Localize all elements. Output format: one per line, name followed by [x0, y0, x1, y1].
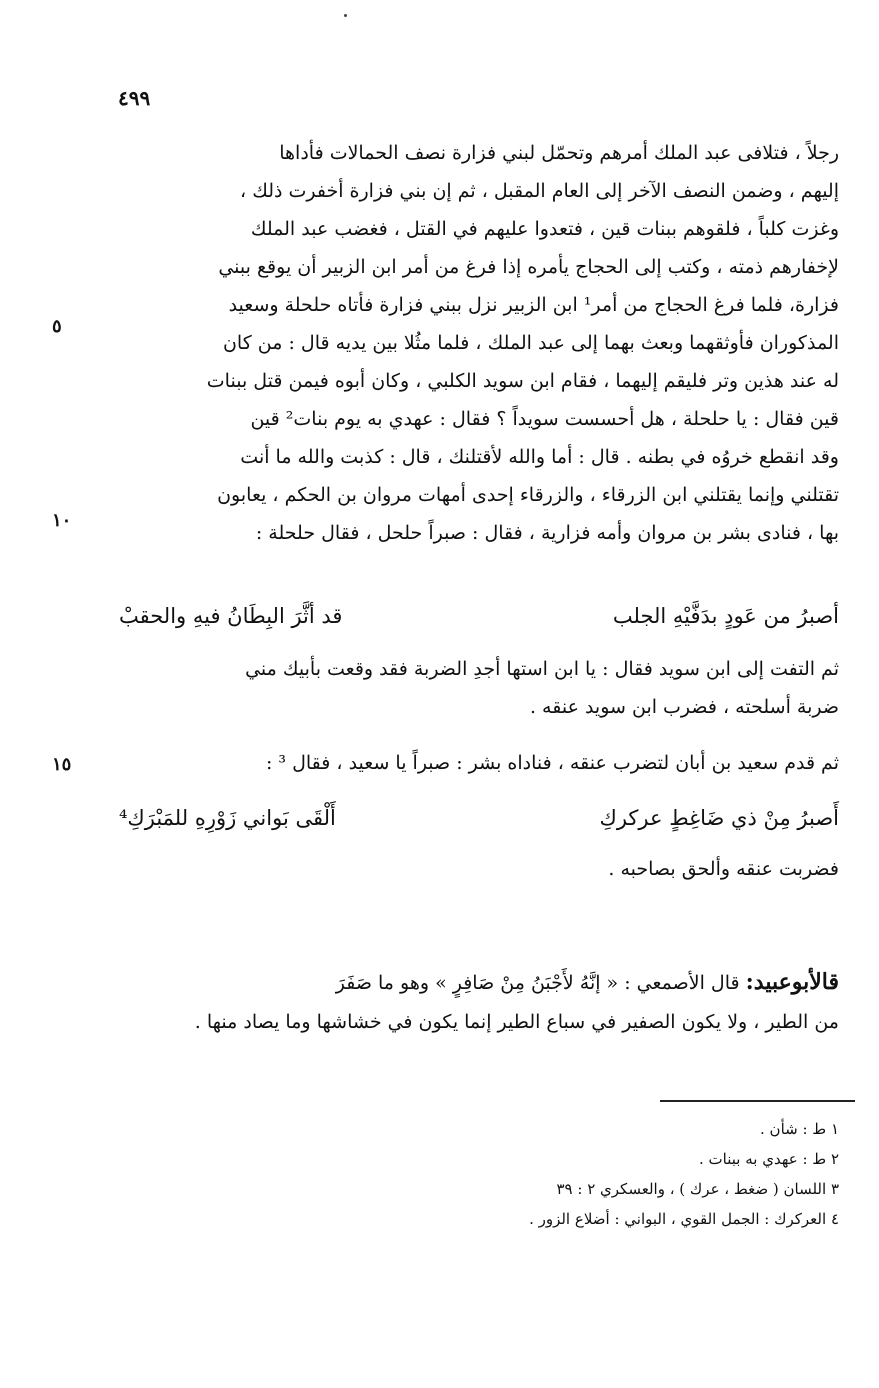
- text-line: وغزت كلباً ، فلقوهم ببنات قين ، فتعدوا عليهم في القتل ، فغضب عبد الملك: [250, 218, 839, 240]
- verse-hemistich: أصبرُ من عَودٍ بدَفَّيْهِ الجلب: [612, 604, 839, 628]
- ink-dot: [344, 14, 347, 17]
- section-first-line: [119, 962, 839, 1003]
- footnote: ٤ العركرك : الجمل القوي ، البواني : أضلاع الزور .: [529, 1210, 839, 1228]
- margin-line-number: ١٥: [52, 754, 72, 775]
- body-paragraph-1: [119, 134, 839, 552]
- text-line: ضربة أسلحته ، فضرب ابن سويد عنقه .: [529, 696, 839, 718]
- text-line: قين فقال : يا حلحلة ، هل أحسست سويداً ؟ فقال : عهدي به يوم بنات² قين: [250, 408, 839, 430]
- text-line: وقد انقطع خروُه في بطنه . قال : أما والله لأقتلنك ، قال : كذبت والله ما أنت: [240, 446, 839, 468]
- verse-hemistich: أَلْقَى بَواني زَوْرِهِ للمَبْرَكِ⁴: [119, 806, 336, 830]
- verse-1: [119, 604, 839, 644]
- verse-hemistich: أَصبرُ مِنْ ذي ضَاغِطٍ عركركِ: [599, 806, 839, 830]
- page-number: ٤٩٩: [118, 86, 151, 110]
- text-line: لإخفارهم ذمته ، وكتب إلى الحجاج يأمره إذا فرغ من أمر ابن الزبير أن يوقع ببني: [218, 256, 839, 278]
- footnote: ٣ اللسان ( ضغط ، عرك ) ، والعسكري ٢ : ٣٩: [556, 1180, 839, 1198]
- body-paragraph-2: [119, 650, 839, 726]
- text-line: له عند هذين وتر فليقم إليهما ، فقام ابن سويد الكلبي ، وكان أبوه فيمن قتل ببنات: [206, 370, 839, 392]
- text-line: رجلاً ، فتلافى عبد الملك أمرهم وتحمّل لبني فزارة نصف الحمالات فأداها: [279, 142, 839, 164]
- body-paragraph-3: [119, 744, 839, 782]
- margin-line-number: ١٠: [52, 510, 72, 531]
- text-line: فضربت عنقه وألحق بصاحبه .: [608, 858, 839, 880]
- body-paragraph-4: [119, 850, 839, 888]
- text-line: من الطير ، ولا يكون الصفير في سباع الطير إنما يكون في خشاشها وما يصاد منها .: [194, 1011, 839, 1033]
- footnote: ١ ط : شأن .: [760, 1120, 839, 1138]
- section-heading: قالأبوعبيد:: [745, 969, 839, 995]
- text-line: المذكوران فأوثقهما وبعث بهما إلى عبد الملك ، فلما مثُلا بين يديه قال : من كان: [222, 332, 839, 354]
- text-line: ثم التفت إلى ابن سويد فقال : يا ابن استها أجدِ الضربة فقد وقعت بأبيك مني: [245, 658, 839, 680]
- footnotes: [119, 1114, 839, 1234]
- text-line: قال الأصمعي : « إنَّهُ لأَجْبَنُ مِنْ صَافِرٍ » وهو ما صَفَرَ: [335, 972, 740, 994]
- section-second-line: [119, 1002, 839, 1042]
- footnote: ٢ ط : عهدي به ببنات .: [699, 1150, 839, 1168]
- text-line: فزارة، فلما فرغ الحجاج من أمر¹ ابن الزبير نزل ببني فزارة فأتاه حلحلة وسعيد: [228, 294, 839, 316]
- text-line: إليهم ، وضمن النصف الآخر إلى العام المقبل ، ثم إن بني فزارة أخفرت ذلك ،: [240, 180, 839, 202]
- verse-hemistich: قد أثَّرَ البِطَانُ فيهِ والحقبْ: [119, 604, 343, 628]
- text-line: ثم قدم سعيد بن أبان لتضرب عنقه ، فناداه بشر : صبراً يا سعيد ، فقال ³ :: [265, 752, 839, 774]
- text-line: بها ، فنادى بشر بن مروان وأمه فزارية ، فقال : صبراً حلحل ، فقال حلحلة :: [255, 522, 839, 544]
- verse-2: [119, 806, 839, 846]
- text-line: تقتلني وإنما يقتلني ابن الزرقاء ، والزرقاء إحدى أمهات مروان بن الحكم ، يعابون: [217, 484, 839, 506]
- footnote-rule: [660, 1100, 855, 1102]
- margin-line-number: ٥: [52, 316, 62, 337]
